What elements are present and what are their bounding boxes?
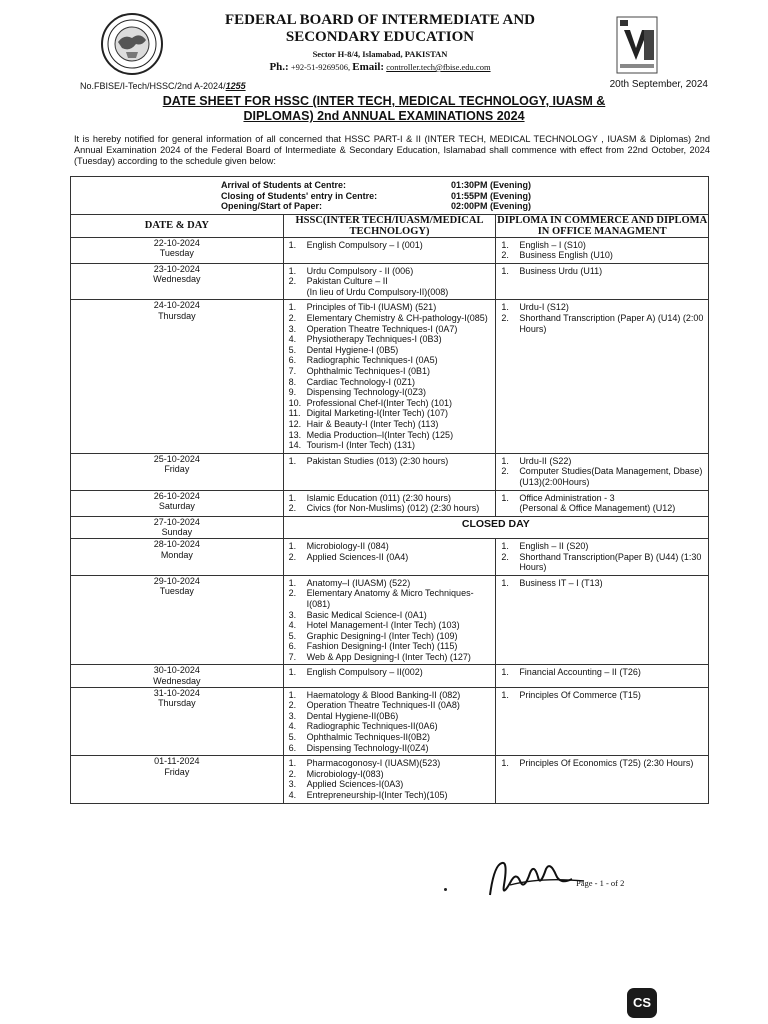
subject-item (289, 631, 496, 642)
subject-text: Radiographic Techniques-I (0A5) (306, 355, 438, 366)
subject-item (289, 690, 496, 701)
subject-item (289, 641, 496, 652)
subject-text: Dental Hygiene-I (0B5) (306, 344, 399, 355)
subject-list (496, 665, 708, 680)
item-number: 6. (288, 641, 297, 652)
hssc-subjects-cell (283, 575, 496, 665)
date-day-cell (71, 263, 284, 300)
subject-text: Anatomy–I (IUASM) (522) (306, 577, 411, 588)
subject-item (289, 440, 496, 451)
exam-day: Wednesday (153, 274, 201, 285)
subject-text: English – I (S10) (519, 239, 586, 250)
item-number: 2. (288, 503, 297, 514)
item-number: 1. (501, 540, 509, 551)
item-number: 8. (288, 376, 297, 387)
subject-list (496, 454, 708, 490)
exam-date: 01-11-2024 (154, 756, 200, 767)
subject-text: Elementary Chemistry & CH-pathology-I(085) (306, 313, 488, 324)
hssc-subjects-cell (283, 300, 496, 453)
diploma-subjects-cell (496, 665, 709, 687)
subject-text: Dispensing Technology-II(0Z4) (306, 742, 429, 753)
item-number: 1. (288, 689, 297, 700)
hssc-subjects-cell (283, 263, 496, 300)
subject-list (284, 238, 496, 253)
subject-text: Fashion Designing-I (Inter Tech) (115) (306, 641, 458, 652)
subject-text: Pakistan Culture – II (In lieu of Urdu Compulsory-II)(008) (306, 276, 449, 297)
subject-list (496, 238, 708, 263)
subject-text: Principles Of Commerce (T15) (519, 689, 641, 700)
item-number: 3. (288, 779, 297, 790)
table-header-row (71, 214, 709, 237)
timing-value: 02:00PM (Evening) (451, 201, 532, 211)
timing-row (71, 177, 709, 215)
item-number: 1. (501, 577, 509, 588)
table-row (71, 453, 709, 490)
subject-text: Elementary Anatomy & Micro Techniques-I(081) (306, 588, 474, 609)
subject-item (289, 377, 496, 388)
item-number: 5. (288, 630, 297, 641)
diploma-subjects-cell (496, 538, 709, 575)
timing-item (221, 201, 708, 212)
subject-text: Hotel Management-I (Inter Tech) (103) (306, 620, 460, 631)
item-number: 2. (501, 466, 509, 477)
item-number: 9. (288, 387, 297, 398)
subject-list (496, 264, 708, 279)
camscanner-badge: CS (627, 988, 657, 1018)
column-header-diploma: DIPLOMA IN COMMERCE AND DIPLOMA IN OFFICE MANAGMENT (497, 214, 708, 237)
item-number: 2. (288, 276, 297, 287)
subject-text: Professional Chef-I(Inter Tech) (101) (306, 397, 453, 408)
table-row (71, 538, 709, 575)
subject-list (496, 688, 708, 703)
subject-item (501, 541, 708, 552)
subject-text: Civics (for Non-Muslims) (012) (2:30 hours) (306, 503, 480, 514)
notice-paragraph: It is hereby notified for general information of all concerned that HSSC PART-I & II (INTER TECH, MEDICAL TECHNOLOGY , IUASM & Diplomas) 2nd Annual Examination 2024 of the Federal Board of Intermediate & Secondary Education, Islamabad shall commence with effect from 22nd October, 2024 (Tuesday) according to the schedule given below: (74, 134, 710, 166)
exam-date: 24-10-2024 (153, 300, 200, 311)
subject-text: Business IT – I (T13) (519, 577, 603, 588)
item-number: 1. (288, 758, 297, 769)
item-number: 1. (288, 455, 297, 466)
exam-date: 26-10-2024 (153, 490, 200, 501)
item-number: 5. (288, 732, 297, 743)
timing-label: Arrival of Students at Centre: (221, 180, 347, 190)
diploma-subjects-cell (496, 263, 709, 300)
subject-text: Pharmacogonosy-I (IUASM)(523) (306, 758, 441, 769)
item-number: 14. (288, 440, 302, 451)
item-number: 1. (288, 239, 297, 250)
timing-item (221, 180, 708, 191)
item-number: 2. (288, 588, 297, 599)
subject-item (289, 345, 496, 356)
subject-item (501, 466, 708, 487)
page-number: Page - 1 - of 2 (576, 878, 625, 888)
subject-item (501, 266, 708, 277)
subject-list (284, 756, 496, 802)
subject-text: Ophthalmic Techniques-II(0B2) (306, 732, 431, 743)
column-header-date-day: DATE & DAY (71, 214, 284, 237)
item-number: 12. (288, 419, 302, 429)
signature-icon (480, 855, 590, 900)
item-number: 7. (288, 651, 297, 662)
subject-text: Cardiac Technology-I (0Z1) (306, 376, 416, 387)
subject-list (284, 576, 496, 665)
table-row (71, 575, 709, 665)
subject-list (284, 539, 496, 564)
subject-item (289, 652, 496, 663)
exam-date: 27-10-2024 (153, 516, 200, 527)
subject-text: Islamic Education (011) (2:30 hours) (306, 492, 452, 503)
subject-item (289, 721, 496, 732)
email-link[interactable]: controller.tech@fbise.edu.com (386, 62, 491, 72)
exam-day: Wednesday (153, 676, 201, 687)
subject-text: Principles of Tib-I (IUASM) (521) (306, 302, 437, 313)
subject-text: Business Urdu (U11) (519, 265, 603, 276)
subject-text: Graphic Designing-I (Inter Tech) (109) (306, 630, 458, 641)
item-number: 5. (288, 344, 297, 355)
item-number: 10. (288, 397, 302, 408)
subject-item (501, 240, 708, 251)
subject-list (284, 454, 496, 469)
item-number: 2. (288, 551, 297, 562)
subject-text: English Compulsory – II(002) (306, 667, 423, 678)
item-number: 1. (501, 667, 509, 678)
table-row (71, 516, 709, 538)
subject-item (289, 240, 496, 251)
contact-line: Ph.: +92-51-9269506, Email: controller.tech@fbise.edu.com (269, 61, 491, 73)
subject-list (284, 665, 496, 680)
hssc-subjects-cell (283, 538, 496, 575)
subject-item (501, 493, 708, 514)
subject-item (289, 324, 496, 335)
subject-item (289, 503, 496, 514)
subject-item (289, 610, 496, 621)
subject-text: Operation Theatre Techniques-I (0A7) (306, 323, 458, 334)
table-row (71, 263, 709, 300)
table-row (71, 687, 709, 756)
hssc-subjects-cell (283, 490, 496, 516)
subject-item (289, 667, 496, 678)
subject-list (284, 264, 496, 300)
date-day-cell (71, 687, 284, 756)
subject-text: Pakistan Studies (013) (2:30 hours) (306, 455, 449, 466)
subject-list (284, 491, 496, 516)
subject-item (289, 355, 496, 366)
subject-text: Entrepreneurship-I(Inter Tech)(105) (306, 790, 448, 800)
hssc-subjects-cell (283, 237, 496, 263)
item-number: 2. (501, 313, 509, 324)
subject-text: Dispensing Technology-I(0Z3) (306, 387, 427, 398)
subject-list (496, 756, 708, 771)
diploma-subjects-cell (496, 237, 709, 263)
subject-item (501, 667, 708, 678)
timing-item (221, 191, 708, 202)
exam-day: Tuesday (159, 586, 194, 597)
timing-value: 01:55PM (Evening) (451, 190, 532, 201)
date-sheet-table (70, 176, 709, 804)
item-number: 4. (288, 790, 297, 800)
item-number: 1. (501, 455, 509, 466)
board-address: Sector H-8/4, Islamabad, PAKISTAN (312, 49, 448, 59)
subject-item (289, 588, 496, 609)
exam-date: 30-10-2024 (153, 665, 200, 676)
exam-day: Friday (164, 464, 190, 475)
subject-item (289, 732, 496, 743)
letterhead (0, 0, 768, 100)
timing-label: Closing of Students' entry in Centre: (221, 190, 378, 201)
diploma-subjects-cell (496, 453, 709, 490)
subject-text: Office Administration - 3 (Personal & Office Management) (U12) (519, 492, 676, 514)
exam-timings (71, 177, 708, 214)
subject-text: Microbiology-I(083) (306, 768, 384, 779)
subject-text: English Compulsory – I (001) (306, 239, 423, 250)
item-number: 4. (288, 334, 297, 345)
exam-day: Tuesday (159, 248, 194, 259)
table-row (71, 665, 709, 687)
subject-text: Dental Hygiene-II(0B6) (306, 710, 399, 721)
table-row (71, 490, 709, 516)
subject-text: Shorthand Transcription (Paper A) (U14) (2:00 Hours) (519, 313, 704, 334)
exam-date: 31-10-2024 (153, 687, 200, 698)
subject-text: Tourism-I (Inter Tech) (131) (306, 440, 416, 451)
subject-text: Operation Theatre Techniques-II (0A8) (306, 700, 460, 711)
hssc-subjects-cell (283, 756, 496, 803)
subject-item (289, 769, 496, 780)
subject-item (289, 276, 496, 297)
item-number: 1. (501, 302, 509, 313)
subject-text: English – II (S20) (519, 540, 589, 551)
subject-text: Urdu-I (S12) (519, 302, 569, 313)
item-number: 1. (288, 265, 297, 276)
item-number: 2. (288, 313, 297, 324)
item-number: 1. (501, 239, 509, 250)
table-row (71, 300, 709, 453)
diploma-subjects-cell (496, 687, 709, 756)
subject-list (496, 576, 708, 591)
item-number: 4. (288, 620, 297, 631)
exam-date: 29-10-2024 (153, 575, 200, 586)
date-day-cell (71, 490, 284, 516)
subject-item (289, 700, 496, 711)
subject-text: Radiographic Techniques-II(0A6) (306, 721, 438, 732)
item-number: 3. (288, 323, 297, 334)
item-number: 2. (501, 551, 509, 562)
subject-text: Applied Sciences-I(0A3) (306, 779, 404, 790)
item-number: 1. (288, 540, 297, 551)
subject-item (289, 387, 496, 398)
subject-item (289, 493, 496, 504)
subject-text: Urdu Compulsory - II (006) (306, 265, 414, 276)
exam-date: 22-10-2024 (153, 237, 200, 248)
subject-item (501, 250, 708, 261)
subject-text: Ophthalmic Techniques-I (0B1) (306, 366, 431, 377)
diploma-subjects-cell (496, 756, 709, 803)
subject-item (289, 758, 496, 769)
timing-value: 01:30PM (Evening) (451, 180, 532, 190)
item-number: 6. (288, 355, 297, 366)
table-row (71, 756, 709, 803)
date-day-cell (71, 453, 284, 490)
subject-item (289, 419, 496, 430)
item-number: 1. (288, 667, 297, 678)
closed-day-cell: CLOSED DAY (283, 516, 708, 538)
subject-item (501, 690, 708, 701)
subject-text: Business English (U10) (519, 250, 613, 261)
subject-text: Basic Medical Science-I (0A1) (306, 609, 427, 620)
subject-item (289, 398, 496, 409)
subject-item (501, 758, 708, 769)
subject-text: Digital Marketing-I(Inter Tech) (107) (306, 408, 449, 419)
exam-day: Friday (164, 766, 190, 777)
item-number: 7. (288, 366, 297, 377)
subject-text: Principles Of Economics (T25) (2:30 Hours) (519, 758, 694, 769)
exam-date: 25-10-2024 (153, 453, 200, 464)
document-title: DATE SHEET FOR HSSC (INTER TECH, MEDICAL TECHNOLOGY, IUASM & DIPLOMAS) 2nd ANNUAL EXAMINATIONS 2024 (162, 94, 606, 123)
item-number: 1. (501, 758, 509, 769)
subject-list (284, 300, 496, 452)
ink-dot (444, 888, 447, 891)
item-number: 3. (288, 710, 297, 721)
subject-item (289, 313, 496, 324)
date-day-cell (71, 237, 284, 263)
item-number: 4. (288, 721, 297, 732)
exam-day: Monday (160, 549, 193, 560)
subject-text: Hair & Beauty-I (Inter Tech) (113) (306, 419, 439, 429)
item-number: 1. (501, 265, 509, 276)
hssc-subjects-cell (283, 687, 496, 756)
column-header-hssc: HSSC(INTER TECH/IUASM/MEDICAL TECHNOLOGY) (283, 214, 496, 237)
subject-text: Shorthand Transcription(Paper B) (U44) (1:30 Hours) (519, 551, 702, 573)
subject-list (496, 539, 708, 575)
subject-item (289, 266, 496, 277)
subject-text: Urdu-II (S22) (519, 455, 572, 466)
subject-list (496, 300, 708, 336)
subject-text: Web & App Designing-I (Inter Tech) (127) (306, 651, 471, 662)
subject-item (289, 366, 496, 377)
item-number: 1. (288, 577, 297, 588)
subject-item (289, 552, 496, 563)
subject-item (289, 578, 496, 589)
subject-item (501, 302, 708, 313)
exam-day: Sunday (161, 527, 193, 538)
item-number: 3. (288, 609, 297, 620)
exam-day: Saturday (158, 501, 195, 512)
subject-item (289, 779, 496, 790)
subject-text: Haematology & Blood Banking-II (082) (306, 689, 461, 700)
date-day-cell (71, 665, 284, 687)
subject-list (496, 491, 708, 516)
subject-item (289, 743, 496, 754)
timing-label: Opening/Start of Paper: (221, 201, 323, 211)
subject-item (289, 790, 496, 801)
date-day-cell (71, 756, 284, 803)
subject-item (289, 334, 496, 345)
accreditation-logo-icon (616, 16, 658, 74)
board-name: FEDERAL BOARD OF INTERMEDIATE AND SECONDARY EDUCATION (224, 12, 536, 45)
item-number: 1. (501, 492, 509, 503)
item-number: 2. (501, 250, 509, 261)
subject-item (289, 430, 496, 441)
date-day-cell (71, 300, 284, 453)
table-row (71, 237, 709, 263)
diploma-subjects-cell (496, 300, 709, 453)
date-day-cell (71, 538, 284, 575)
item-number: 11. (288, 408, 301, 419)
item-number: 6. (288, 742, 297, 753)
subject-text: Applied Sciences-II (0A4) (306, 551, 409, 562)
subject-text: Computer Studies(Data Management, Dbase)(U13)(2:00Hours) (519, 466, 703, 487)
item-number: 1. (288, 492, 297, 503)
issue-date: 20th September, 2024 (609, 79, 708, 90)
subject-item (289, 456, 496, 467)
item-number: 13. (288, 429, 302, 440)
exam-date: 28-10-2024 (153, 538, 200, 549)
item-number: 1. (501, 689, 509, 700)
subject-item (289, 408, 496, 419)
diploma-subjects-cell (496, 490, 709, 516)
subject-item (289, 541, 496, 552)
item-number: 1. (288, 302, 297, 313)
hssc-subjects-cell (283, 453, 496, 490)
item-number: 2. (288, 700, 297, 711)
reference-number: No.FBISE/I-Tech/HSSC/2nd A-2024/1255 (80, 81, 246, 91)
diploma-subjects-cell (496, 575, 709, 665)
fbise-seal-icon (100, 12, 164, 76)
exam-day: Thursday (158, 698, 196, 709)
hssc-subjects-cell (283, 665, 496, 687)
exam-date: 23-10-2024 (153, 263, 200, 274)
subject-item (501, 313, 708, 334)
date-day-cell (71, 575, 284, 665)
item-number: 2. (288, 768, 297, 779)
subject-item (501, 552, 708, 573)
subject-item (501, 578, 708, 589)
subject-text: Microbiology-II (084) (306, 540, 389, 551)
subject-text: Physiotherapy Techniques-I (0B3) (306, 334, 442, 345)
subject-item (501, 456, 708, 467)
exam-day: Thursday (158, 311, 196, 322)
subject-list (284, 688, 496, 756)
subject-text: Media Production–I(Inter Tech) (125) (306, 429, 454, 440)
subject-item (289, 302, 496, 313)
subject-item (289, 711, 496, 722)
subject-text: Financial Accounting – II (T26) (519, 667, 641, 678)
subject-item (289, 620, 496, 631)
date-day-cell (71, 516, 284, 538)
